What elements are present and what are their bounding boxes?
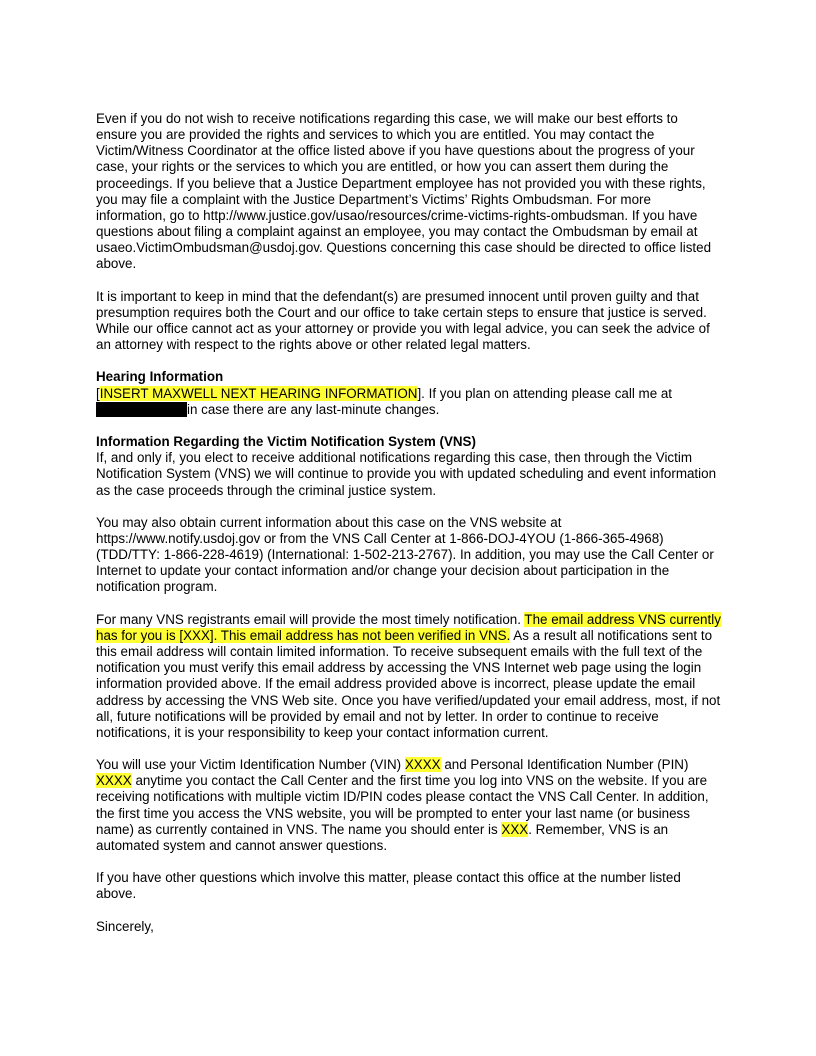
vin-part2: and Personal Identification Number (PIN) bbox=[440, 757, 689, 773]
letter-page bbox=[96, 111, 722, 951]
email-rest: As a result all notifications sent to this email address will contain limited information. To receive subsequent emails with the full text of the notification you must verify this email address by accessing the VNS Internet web page using the login information provided above. If the email address provided above is incorrect, please update the email address by accessing the VNS Web site. Once you have verified/updated your email address, most, if not all, future notifications will be provided by email and not by letter. In order to continue to receive notifications, it is your responsibility to keep your contact information current. bbox=[96, 627, 721, 740]
vin-part4: . Remember, VNS is an automated system and cannot answer questions. bbox=[96, 821, 669, 853]
presumption-paragraph: It is important to keep in mind that the defendant(s) are presumed innocent until proven guilty and that presumption requires both the Court and our office to take certain steps to ensure that justice is served. While our office cannot act as your attorney or provide you with legal advice, you can seek the advice of an attorney with respect to the rights above or other related legal matters. bbox=[96, 288, 710, 353]
rights-paragraph: Even if you do not wish to receive notifications regarding this case, we will make our best efforts to ensure you are provided the rights and services to which you are entitled. You may contact the Victim/Witness Coordinator at the office listed above if you have questions about the progress of your case, your rights or the services to which you are entitled, or how you can assert them during the proceedings. If you believe that a Justice Department employee has not provided you with these rights, you may file a complaint with the Justice Department’s Victims’ Rights Ombudsman. For more information, go to http://www.justice.gov/usao/resources/crime-victims-rights-ombudsman. If you have questions about filing a complaint against an employee, you may contact the Ombudsman by email at usaeo.VictimOmbudsman@usdoj.gov. Questions concerning this case should be directed to office listed above. bbox=[96, 111, 712, 272]
hearing-heading: Hearing Information bbox=[96, 369, 224, 385]
email-lead: For many VNS registrants email will provide the most timely notification. bbox=[96, 611, 525, 627]
hearing-changes-text: in case there are any last-minute changes. bbox=[187, 401, 440, 417]
hearing-call-text: ]. If you plan on attending please call me at bbox=[417, 385, 673, 401]
vin-part3: anytime you contact the Call Center and the first time you log into VNS on the website. If you are receiving notifications with multiple victim ID/PIN codes please contact the VNS Call Center. In addition, the first time you access the VNS website, you will be prompted to enter your last name (or business name) as currently contained in VNS. The name you should enter is bbox=[96, 773, 709, 837]
hearing-placeholder: INSERT MAXWELL NEXT HEARING INFORMATION bbox=[99, 385, 418, 401]
email-paragraph bbox=[96, 612, 722, 741]
hearing-section bbox=[96, 369, 722, 417]
name-placeholder: XXX bbox=[501, 821, 529, 837]
vin-placeholder: XXXX bbox=[404, 757, 441, 773]
vin-paragraph bbox=[96, 757, 722, 854]
bracket-open: [ bbox=[96, 385, 100, 401]
redacted-phone bbox=[96, 402, 187, 417]
vin-part1: You will use your Victim Identification Number (VIN) bbox=[96, 757, 405, 773]
vns-heading: Information Regarding the Victim Notification System (VNS) bbox=[96, 434, 476, 450]
vns-body: If, and only if, you elect to receive additional notifications regarding this case, then through the Victim Notification System (VNS) we will continue to provide you with updated scheduling and event information as the case proceeds through the criminal justice system. bbox=[96, 450, 717, 498]
closing-signoff: Sincerely, bbox=[96, 918, 154, 934]
pin-placeholder: XXXX bbox=[96, 773, 132, 789]
website-paragraph: You may also obtain current information about this case on the VNS website at https://www.notify.usdoj.gov or from the VNS Call Center at 1-866-DOJ-4YOU (1-866-365-4968) (TDD/TTY: 1-866-228-4619) (International: 1-502-213-2767). In addition, you may use the Call Center or Internet to update your contact information and/or change your decision about participation in the notification program. bbox=[96, 514, 714, 595]
vns-section bbox=[96, 434, 722, 499]
questions-paragraph: If you have other questions which involve this matter, please contact this office at the number listed above. bbox=[96, 870, 681, 902]
email-highlight: The email address VNS currently has for you is [XXX]. This email address has not been verified in VNS. bbox=[96, 611, 721, 643]
